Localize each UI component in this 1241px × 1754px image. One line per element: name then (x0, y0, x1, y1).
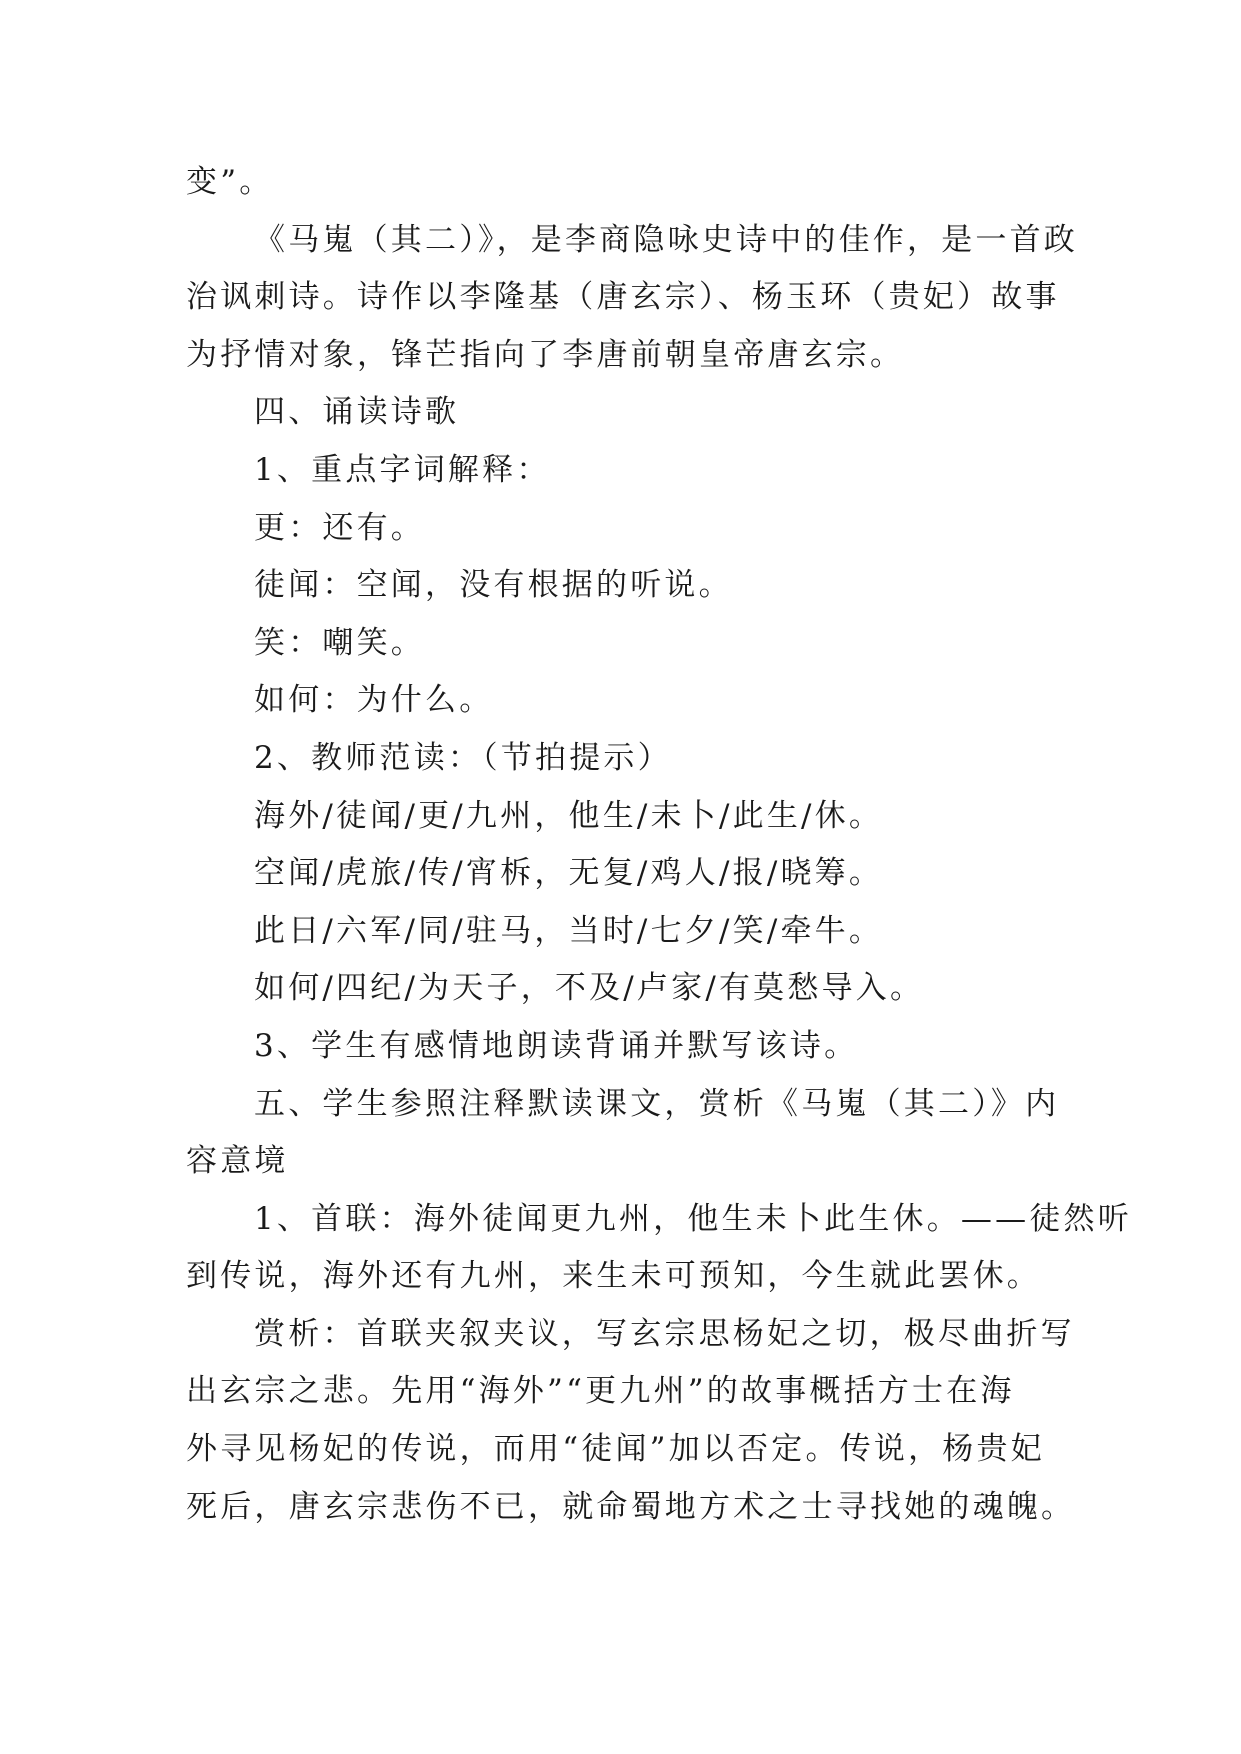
section-heading-recite-poem: 四、诵读诗歌 (254, 394, 460, 431)
document-body (186, 154, 1132, 1536)
poem-line: 空闻/虎旅/传/宵柝，无复/鸡人/报/晓筹。 (254, 855, 884, 892)
word-definition: 笑：嘲笑。 (254, 624, 425, 661)
text-line-paragraph-intro: 《马嵬（其二）》，是李商隐咏史诗中的佳作，是一首政 (254, 221, 1078, 258)
poem-line: 海外/徒闻/更/九州，他生/未卜/此生/休。 (254, 797, 884, 834)
word-definition: 如何：为什么。 (254, 682, 494, 719)
text-line: 死后，唐玄宗悲伤不已，就命蜀地方术之士寻找她的魂魄。 (186, 1488, 1076, 1525)
text-line: 出玄宗之悲。先用“海外”“更九州”的故事概括方士在海 (186, 1373, 1015, 1410)
text-line: 治讽刺诗。诗作以李隆基（唐玄宗）、杨玉环（贵妃）故事 (186, 279, 1060, 316)
subheading-student-recite: 3、学生有感情地朗读背诵并默写该诗。 (254, 1027, 859, 1064)
poem-line: 如何/四纪/为天子，不及/卢家/有莫愁导入。 (254, 970, 925, 1007)
subheading-key-words: 1、重点字词解释： (254, 451, 551, 488)
poem-line: 此日/六军/同/驻马，当时/七夕/笑/牵牛。 (254, 912, 884, 949)
word-definition: 更：还有。 (254, 509, 425, 546)
text-line-first-couplet: 1、首联：海外徒闻更九州，他生未卜此生休。——徒然听 (254, 1200, 1132, 1237)
text-line-continuation: 变”。 (186, 164, 274, 200)
text-line-analysis: 赏析：首联夹叙夹议，写玄宗思杨妃之切，极尽曲折写 (254, 1315, 1075, 1352)
text-line: 外寻见杨妃的传说，而用“徒闻”加以否定。传说，杨贵妃 (186, 1431, 1045, 1468)
text-line: 为抒情对象，锋芒指向了李唐前朝皇帝唐玄宗。 (186, 336, 905, 373)
section-heading-appreciation: 五、学生参照注释默读课文，赏析《马嵬（其二）》内 (254, 1085, 1060, 1122)
section-heading-appreciation-cont: 容意境 (186, 1143, 289, 1180)
text-line: 到传说，海外还有九州，来生未可预知，今生就此罢休。 (186, 1258, 1041, 1295)
subheading-teacher-reading: 2、教师范读：（节拍提示） (254, 739, 672, 776)
word-definition: 徒闻：空闻，没有根据的听说。 (254, 567, 733, 604)
